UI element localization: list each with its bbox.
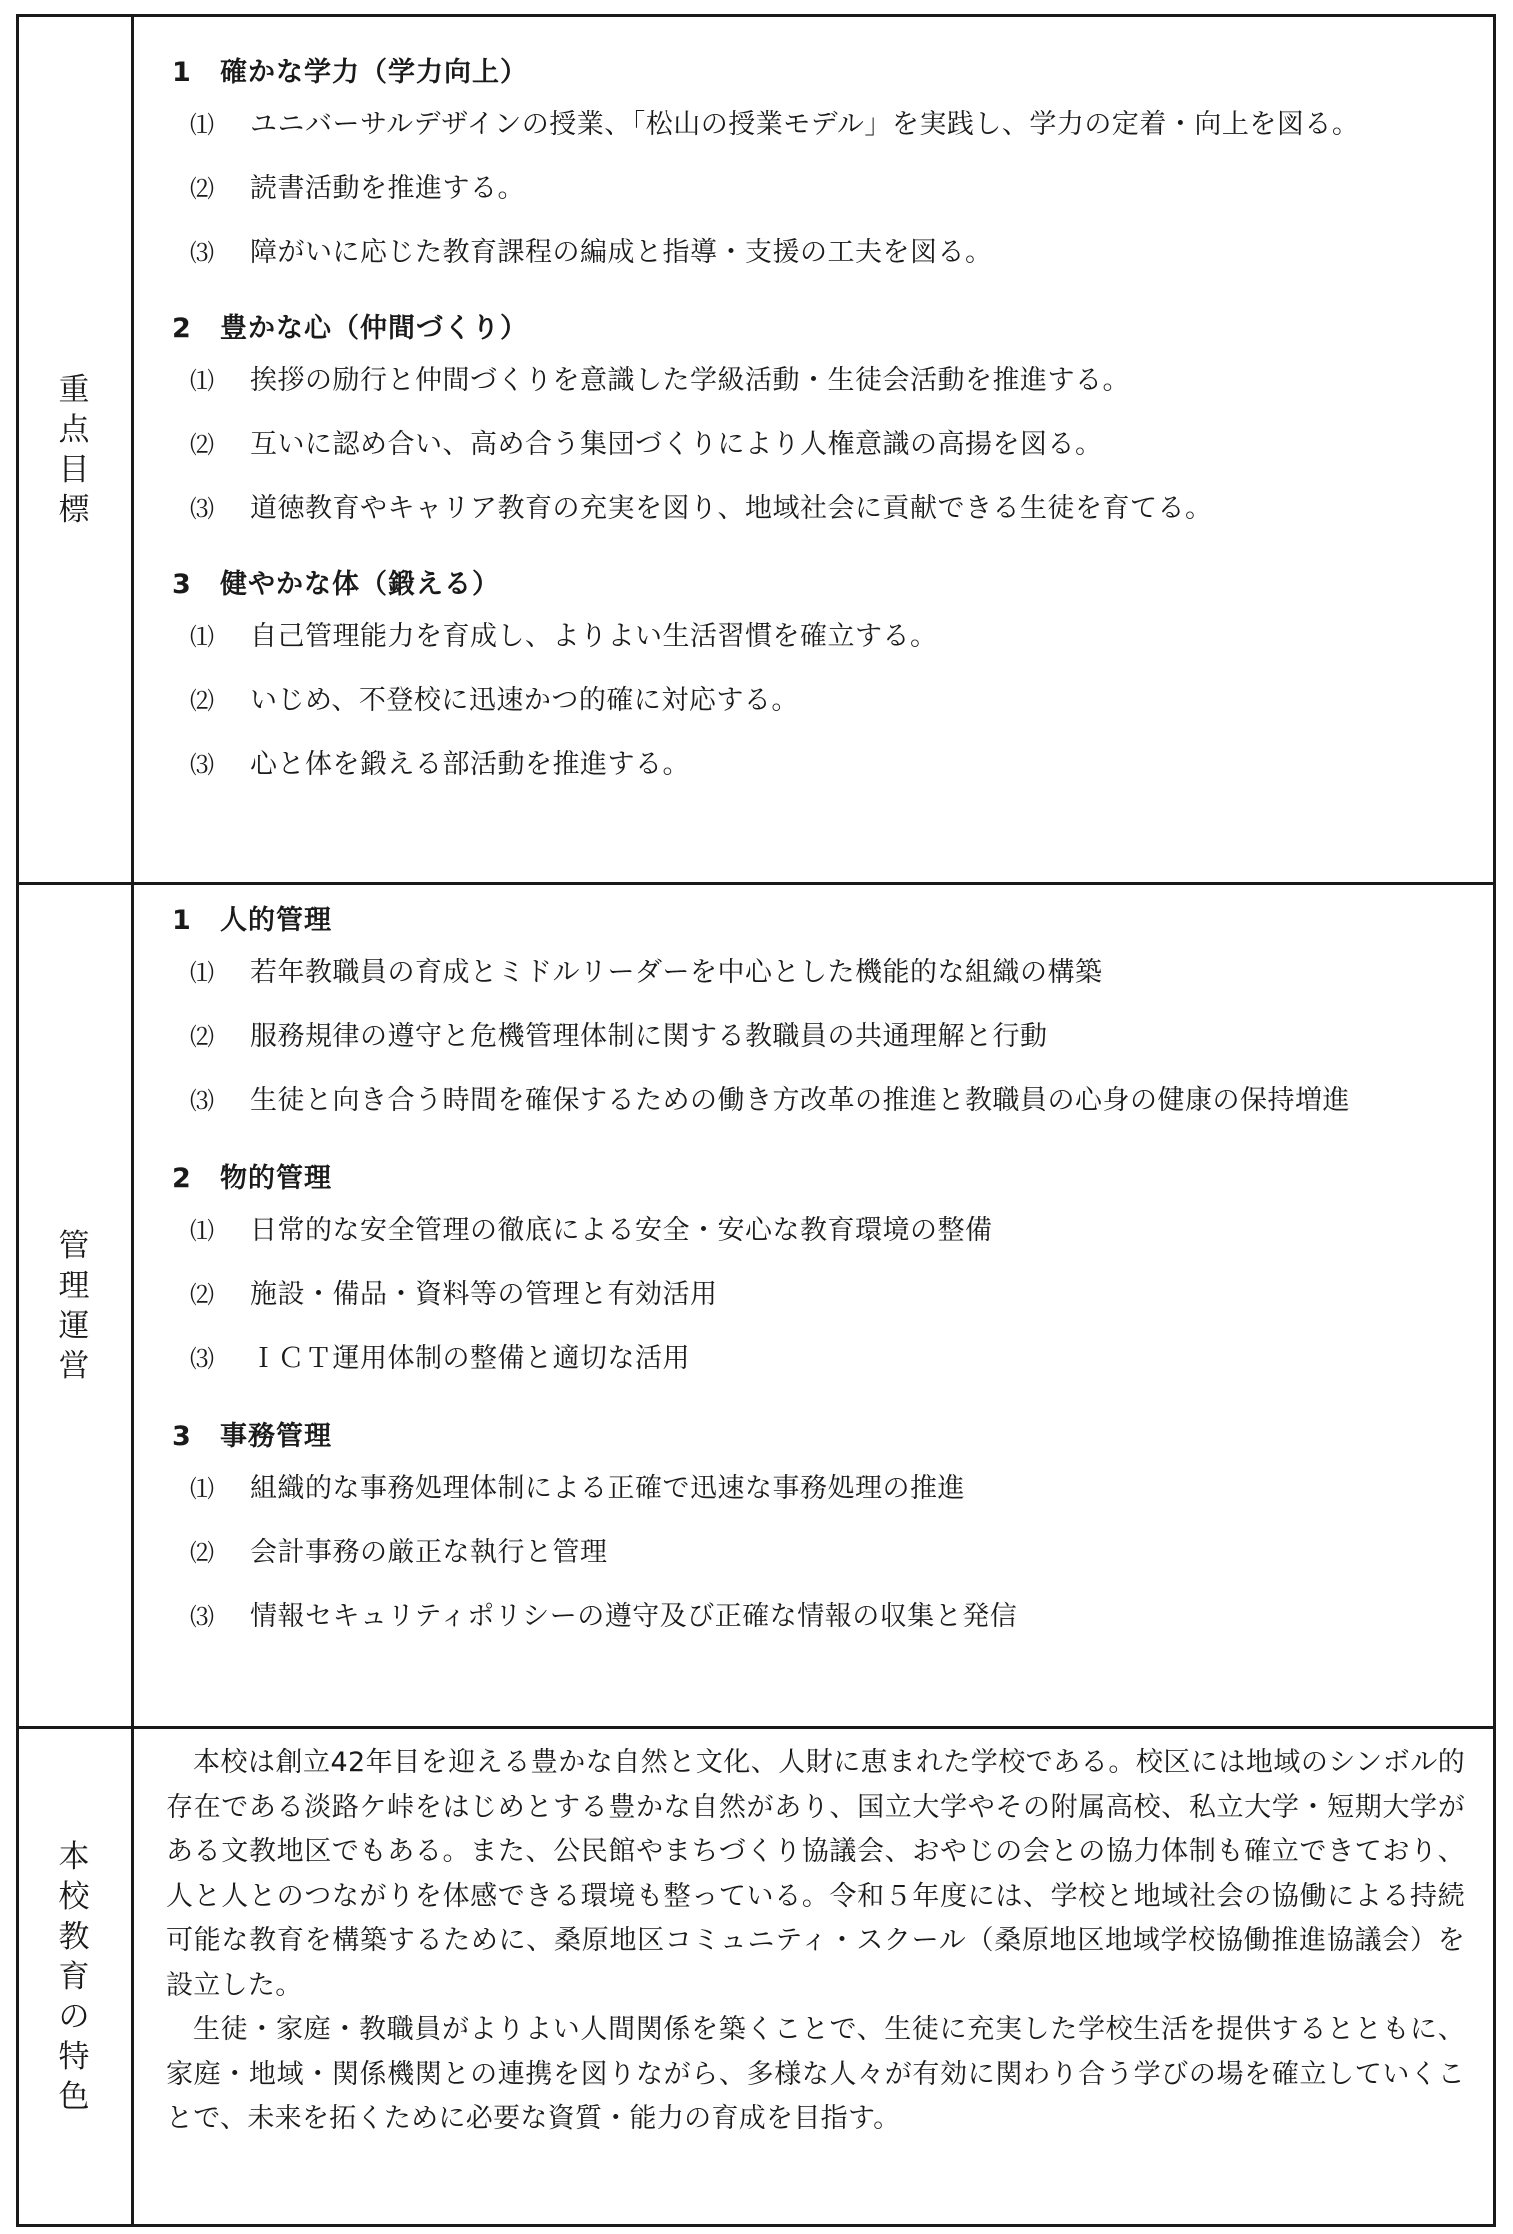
item-text: 互いに認め合い、高め合う集団づくりにより人権意識の高揚を図る。 bbox=[250, 429, 1103, 460]
list-item bbox=[166, 413, 1465, 477]
features-row bbox=[18, 1728, 1495, 2226]
item-text: 道徳教育やキャリア教育の充実を図り、地域社会に貢献できる生徒を育てる。 bbox=[250, 493, 1213, 524]
management-content-cell bbox=[133, 884, 1495, 1728]
item-list bbox=[166, 605, 1465, 797]
list-item bbox=[166, 1457, 1465, 1521]
list-item bbox=[166, 1199, 1465, 1263]
label-char: 標 bbox=[58, 491, 92, 528]
item-marker: ⑴ bbox=[190, 111, 215, 139]
item-marker: ⑶ bbox=[190, 1087, 215, 1115]
item-marker: ⑵ bbox=[190, 175, 215, 203]
item-list bbox=[166, 1199, 1465, 1391]
label-char: 目 bbox=[58, 451, 92, 488]
label-char: の bbox=[58, 1998, 92, 2035]
list-item bbox=[166, 477, 1465, 541]
label-char: 色 bbox=[58, 2078, 92, 2115]
list-item bbox=[166, 221, 1465, 285]
section-number: 2 bbox=[172, 1163, 192, 1194]
label-char: 教 bbox=[58, 1918, 92, 1955]
section-title-text: 豊かな心（仲間づくり） bbox=[220, 313, 528, 344]
item-text: いじめ、不登校に迅速かつ的確に対応する。 bbox=[250, 685, 799, 716]
features-paragraph: 本校は創立42年目を迎える豊かな自然と文化、人財に恵まれた学校である。校区には地域のシンボル的存在である淡路ケ峠をはじめとする豊かな自然があり、国立大学やその附属高校、私立大学・短期大学がある文教地区でもある。また、公民館やまちづくり協議会、おやじの会との協力体制も確立できており、人と人とのつながりを体感できる環境も整っている。令和５年度には、学校と地域社会の協働による持続可能な教育を構築するために、桑原地区コミュニティ・スクール（桑原地区地域学校協働推進協議会）を設立した。 bbox=[166, 1747, 1465, 2001]
item-marker: ⑵ bbox=[190, 687, 215, 715]
section-title-text: 人的管理 bbox=[220, 905, 332, 936]
label-char: 点 bbox=[58, 411, 92, 448]
item-text: 施設・備品・資料等の管理と有効活用 bbox=[250, 1279, 718, 1310]
item-marker: ⑶ bbox=[190, 751, 215, 779]
item-text: ユニバーサルデザインの授業、「松山の授業モデル」を実践し、学力の定着・向上を図る。 bbox=[250, 109, 1360, 140]
management-label bbox=[59, 1226, 92, 1386]
goals-label bbox=[59, 370, 92, 530]
label-char: 校 bbox=[58, 1878, 92, 1915]
label-char: 理 bbox=[58, 1267, 92, 1304]
list-item bbox=[166, 93, 1465, 157]
list-item bbox=[166, 1327, 1465, 1391]
label-char: 本 bbox=[58, 1838, 92, 1875]
item-text: 日常的な安全管理の徹底による安全・安心な教育環境の整備 bbox=[250, 1215, 993, 1246]
item-marker: ⑵ bbox=[190, 431, 215, 459]
item-text: 会計事務の厳正な執行と管理 bbox=[250, 1537, 608, 1568]
section-title bbox=[166, 309, 1465, 349]
item-marker: ⑶ bbox=[190, 1603, 215, 1631]
goals-row bbox=[18, 16, 1495, 884]
item-list bbox=[166, 941, 1465, 1133]
management-row bbox=[18, 884, 1495, 1728]
section-title bbox=[166, 1417, 1465, 1457]
list-item bbox=[166, 1585, 1465, 1649]
features-label bbox=[59, 1837, 92, 2117]
section-number: 1 bbox=[172, 905, 192, 936]
label-char: 育 bbox=[58, 1958, 92, 1995]
list-item bbox=[166, 669, 1465, 733]
item-marker: ⑴ bbox=[190, 1217, 215, 1245]
item-marker: ⑵ bbox=[190, 1023, 215, 1051]
list-item bbox=[166, 941, 1465, 1005]
item-marker: ⑴ bbox=[190, 959, 215, 987]
item-text: 生徒と向き合う時間を確保するための働き方改革の推進と教職員の心身の健康の保持増進 bbox=[250, 1085, 1350, 1116]
item-marker: ⑶ bbox=[190, 495, 215, 523]
list-item bbox=[166, 605, 1465, 669]
goal-section-heart bbox=[166, 309, 1465, 541]
item-text: 挨拶の励行と仲間づくりを意識した学級活動・生徒会活動を推進する。 bbox=[250, 365, 1130, 396]
list-item bbox=[166, 349, 1465, 413]
label-char: 運 bbox=[58, 1307, 92, 1344]
goals-label-cell bbox=[18, 16, 133, 884]
item-text: 服務規律の遵守と危機管理体制に関する教職員の共通理解と行動 bbox=[250, 1021, 1048, 1052]
item-list bbox=[166, 93, 1465, 285]
item-text: 情報セキュリティポリシーの遵守及び正確な情報の収集と発信 bbox=[250, 1601, 1018, 1632]
goals-content-cell bbox=[133, 16, 1495, 884]
section-title-text: 事務管理 bbox=[220, 1421, 332, 1452]
mgmt-section-physical bbox=[166, 1159, 1465, 1391]
label-char: 重 bbox=[58, 371, 92, 408]
section-title bbox=[166, 53, 1465, 93]
features-content-cell bbox=[133, 1728, 1495, 2226]
item-marker: ⑴ bbox=[190, 623, 215, 651]
management-label-cell bbox=[18, 884, 133, 1728]
section-title bbox=[166, 1159, 1465, 1199]
goal-section-academic bbox=[166, 53, 1465, 285]
goal-section-body bbox=[166, 565, 1465, 797]
item-marker: ⑴ bbox=[190, 367, 215, 395]
item-text: 障がいに応じた教育課程の編成と指導・支援の工夫を図る。 bbox=[250, 237, 993, 268]
label-char: 特 bbox=[58, 2038, 92, 2075]
section-title bbox=[166, 901, 1465, 941]
item-text: 組織的な事務処理体制による正確で迅速な事務処理の推進 bbox=[250, 1473, 965, 1504]
features-label-cell bbox=[18, 1728, 133, 2226]
item-text: 心と体を鍛える部活動を推進する。 bbox=[250, 749, 690, 780]
item-text: 読書活動を推進する。 bbox=[250, 173, 525, 204]
item-marker: ⑵ bbox=[190, 1539, 215, 1567]
section-number: 3 bbox=[172, 569, 192, 600]
features-paragraph: 生徒・家庭・教職員がよりよい人間関係を築くことで、生徒に充実した学校生活を提供するとともに、家庭・地域・関係機関との連携を図りながら、多様な人々が有効に関わり合う学びの場を確立していくことで、未来を拓くために必要な資質・能力の育成を目指す。 bbox=[166, 2014, 1465, 2134]
list-item bbox=[166, 157, 1465, 221]
item-marker: ⑴ bbox=[190, 1475, 215, 1503]
section-title-text: 確かな学力（学力向上） bbox=[220, 57, 528, 88]
list-item bbox=[166, 1005, 1465, 1069]
item-text: ＩＣＴ運用体制の整備と適切な活用 bbox=[250, 1343, 690, 1374]
section-number: 3 bbox=[172, 1421, 192, 1452]
section-title bbox=[166, 565, 1465, 605]
list-item bbox=[166, 1263, 1465, 1327]
item-text: 若年教職員の育成とミドルリーダーを中心とした機能的な組織の構築 bbox=[250, 957, 1103, 988]
school-plan-table bbox=[16, 14, 1496, 2227]
list-item bbox=[166, 1069, 1465, 1133]
mgmt-section-office bbox=[166, 1417, 1465, 1649]
item-marker: ⑶ bbox=[190, 239, 215, 267]
mgmt-section-personnel bbox=[166, 901, 1465, 1133]
section-title-text: 物的管理 bbox=[220, 1163, 332, 1194]
item-marker: ⑶ bbox=[190, 1345, 215, 1373]
item-text: 自己管理能力を育成し、よりよい生活習慣を確立する。 bbox=[250, 621, 938, 652]
item-list bbox=[166, 349, 1465, 541]
list-item bbox=[166, 733, 1465, 797]
section-number: 2 bbox=[172, 313, 192, 344]
label-char: 管 bbox=[58, 1227, 92, 1264]
item-marker: ⑵ bbox=[190, 1281, 215, 1309]
label-char: 営 bbox=[58, 1347, 92, 1384]
section-number: 1 bbox=[172, 57, 192, 88]
section-title-text: 健やかな体（鍛える） bbox=[220, 569, 500, 600]
list-item bbox=[166, 1521, 1465, 1585]
item-list bbox=[166, 1457, 1465, 1649]
